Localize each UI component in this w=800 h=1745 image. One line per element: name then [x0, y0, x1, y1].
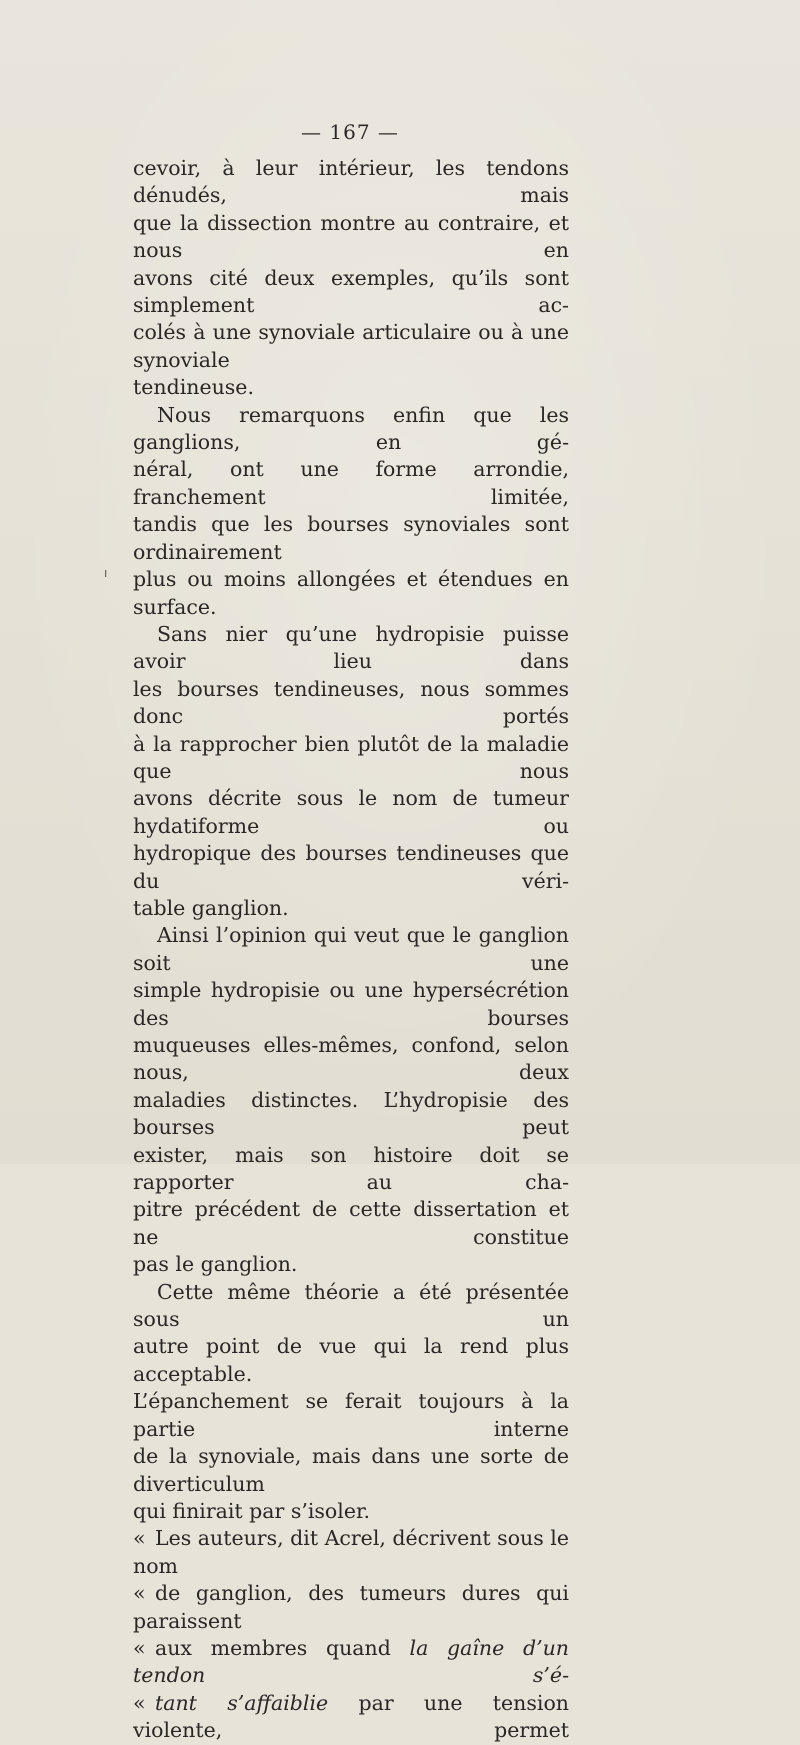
- text-line: muqueuses elles-mêmes, confond, selon nous, deux: [133, 1033, 569, 1085]
- text-line: hydropique des bourses tendineuses que du véri-: [133, 841, 569, 893]
- body-text: [133, 155, 569, 1745]
- italic-text: la gaîne d’un tendon s’é-: [133, 1635, 570, 1688]
- quote-line: [133, 1580, 569, 1635]
- text-line: table ganglion.: [133, 895, 289, 920]
- text-line: L’épanchement se ferait toujours à la partie interne: [133, 1389, 569, 1441]
- quote-line: [133, 1635, 569, 1690]
- text-line: néral, ont une forme arrondie, franchement limitée,: [133, 457, 569, 509]
- quote-text: par une tension violente, permet: [133, 1690, 569, 1743]
- text-line: pas le ganglion.: [133, 1252, 298, 1277]
- quote-mark: «: [133, 1635, 146, 1660]
- quote-text: de ganglion, des tumeurs dures qui paraissent: [133, 1581, 569, 1633]
- text-line: tandis que les bourses synoviales sont ordinairement: [133, 512, 569, 564]
- text-line: de la synoviale, mais dans une sorte de diverticulum: [133, 1444, 569, 1496]
- quote-mark: «: [133, 1526, 146, 1551]
- page-number: — 167 —: [301, 120, 399, 144]
- text-line: simple hydropisie ou une hypersécrétion des bourses: [133, 978, 569, 1030]
- margin-mark: ı: [104, 566, 108, 580]
- quote-text: Les auteurs, dit Acrel, décrivent sous le nom: [133, 1526, 569, 1578]
- text-line: Nous remarquons enfin que les ganglions, en gé-: [133, 402, 569, 455]
- text-line: Ainsi l’opinion qui veut que le ganglion soit une: [133, 923, 569, 975]
- text-line: Sans nier qu’une hydropisie puisse avoir lieu dans: [133, 621, 569, 674]
- text-line: plus ou moins allongées et étendues en surface.: [133, 567, 569, 619]
- text-line: Cette même théorie a été présentée sous un: [133, 1279, 569, 1332]
- text-line: colés à une synoviale articulaire ou à une synoviale: [133, 320, 569, 372]
- text-line: exister, mais son histoire doit se rapporter au cha-: [133, 1142, 569, 1195]
- text-line: à la rapprocher bien plutôt de la maladie que nous: [133, 731, 569, 783]
- quote-mark: «: [133, 1690, 146, 1715]
- text-line: pitre précédent de cette dissertation et ne constitue: [133, 1197, 569, 1249]
- text-line: autre point de vue qui la rend plus acceptable.: [133, 1334, 569, 1386]
- text-line: cevoir, à leur intérieur, les tendons dénudés, mais: [133, 156, 569, 208]
- text-line: qui finirait par s’isoler.: [133, 1498, 371, 1523]
- text-line: tendineuse.: [133, 375, 254, 400]
- text-line: que la dissection montre au contraire, et nous en: [133, 210, 569, 263]
- quote-line: [133, 1690, 569, 1745]
- italic-text: tant s’affaiblie: [155, 1690, 329, 1715]
- quote-line: [133, 1525, 569, 1580]
- text-line: maladies distinctes. L’hydropisie des bourses peut: [133, 1087, 569, 1140]
- text-line: avons décrite sous le nom de tumeur hydatiforme ou: [133, 786, 569, 838]
- quote-mark: «: [133, 1581, 146, 1606]
- quote-text: aux membres quand: [155, 1635, 410, 1660]
- text-line: les bourses tendineuses, nous sommes donc portés: [133, 676, 569, 729]
- text-line: avons cité deux exemples, qu’ils sont simplement ac-: [133, 265, 569, 318]
